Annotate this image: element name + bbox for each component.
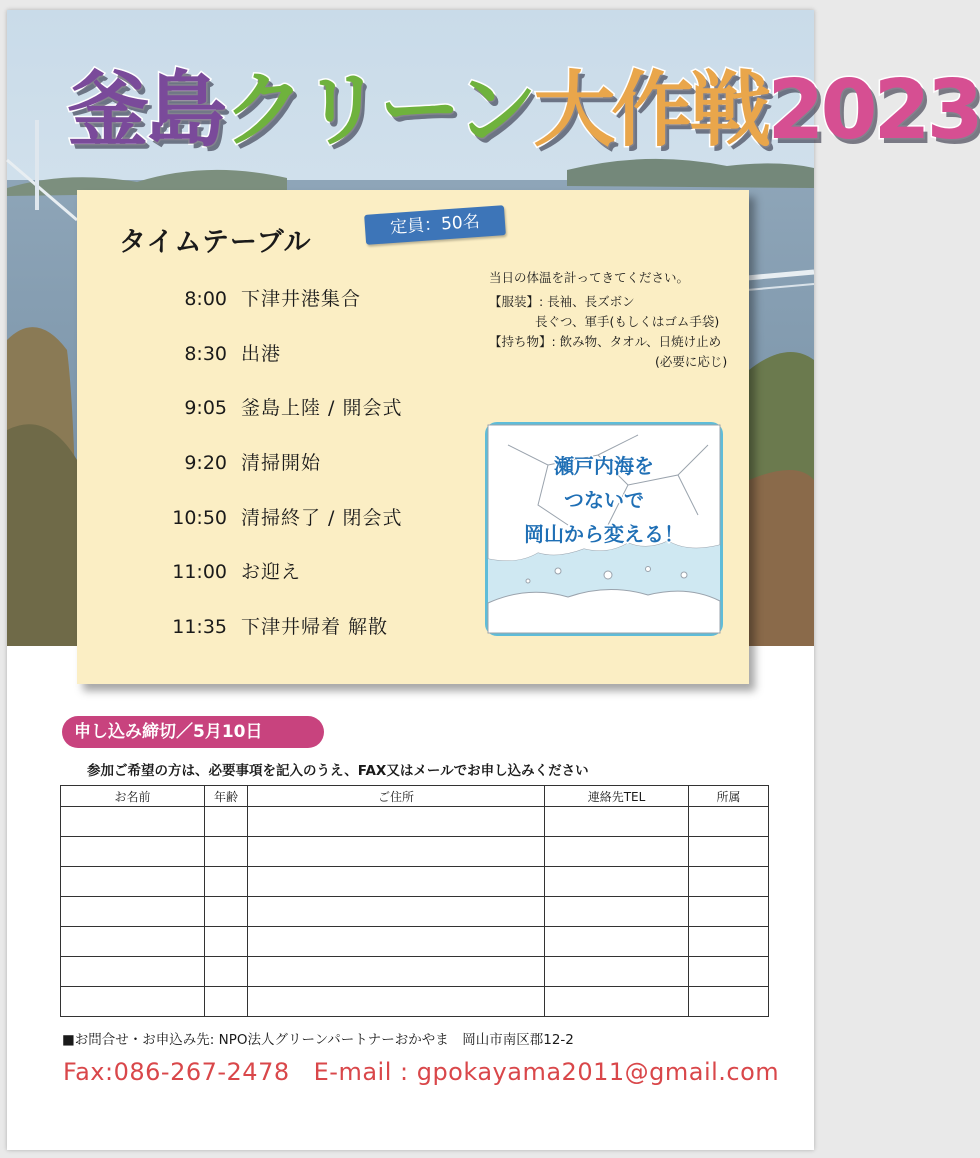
- affiliation-cell[interactable]: [689, 957, 769, 987]
- timetable-heading: タイムテーブル: [119, 227, 312, 258]
- age-cell[interactable]: [205, 987, 248, 1017]
- map-graphic: [485, 422, 723, 636]
- contact-info: ■お問合せ・お申込み先: NPO法人グリーンパートナーおかやま 岡山市南区郡12-2: [62, 1032, 574, 1048]
- note-items: 【持ち物】: 飲み物、タオル、日焼け止め: [489, 334, 722, 349]
- form-header-row: [61, 786, 769, 807]
- affiliation-cell[interactable]: [689, 897, 769, 927]
- timetable-time: 11:35: [172, 616, 227, 638]
- slogan: [488, 449, 720, 551]
- timetable-row: [77, 284, 497, 314]
- title-part-year: 2023: [767, 63, 980, 158]
- address-cell[interactable]: [248, 957, 545, 987]
- timetable-row: [77, 393, 497, 423]
- email-address[interactable]: E-mail : gpokayama2011@gmail.com: [313, 1058, 780, 1086]
- age-cell[interactable]: [205, 957, 248, 987]
- timetable-event: お迎え: [241, 561, 302, 583]
- timetable-time: 10:50: [172, 507, 227, 529]
- phone-cell[interactable]: [545, 837, 689, 867]
- timetable-row: [77, 503, 497, 533]
- name-cell[interactable]: [61, 987, 205, 1017]
- application-form-table: [60, 785, 769, 1017]
- form-row: [61, 927, 769, 957]
- slogan-line: 岡山から変える！: [524, 522, 684, 546]
- timetable-row: [77, 339, 497, 369]
- phone-cell[interactable]: [545, 987, 689, 1017]
- phone-cell[interactable]: [545, 897, 689, 927]
- slogan-line: 瀬戸内海を: [554, 454, 654, 478]
- header-affiliation: 所属: [689, 786, 769, 807]
- name-cell[interactable]: [61, 867, 205, 897]
- timetable-event: 清掃終了 / 閉会式: [241, 507, 403, 529]
- title-part-kamashima: 釜島: [67, 63, 224, 158]
- affiliation-cell[interactable]: [689, 807, 769, 837]
- phone-cell[interactable]: [545, 957, 689, 987]
- form-row: [61, 867, 769, 897]
- address-cell[interactable]: [248, 837, 545, 867]
- phone-cell[interactable]: [545, 927, 689, 957]
- flyer-page: [7, 10, 980, 1150]
- timetable-row: [77, 448, 497, 478]
- form-row: [61, 837, 769, 867]
- contact-fax-email: [63, 1058, 779, 1086]
- age-cell[interactable]: [205, 807, 248, 837]
- name-cell[interactable]: [61, 957, 205, 987]
- timetable-time: 8:00: [184, 288, 227, 310]
- address-cell[interactable]: [248, 807, 545, 837]
- phone-cell[interactable]: [545, 807, 689, 837]
- age-cell[interactable]: [205, 927, 248, 957]
- timetable-row: [77, 557, 497, 587]
- timetable-event: 下津井港集合: [241, 288, 362, 310]
- notes-block: [489, 268, 749, 372]
- note-clothing: 【服装】: 長袖、長ズボン: [489, 294, 635, 309]
- address-cell[interactable]: [248, 987, 545, 1017]
- header-phone: 連絡先TEL: [545, 786, 689, 807]
- timetable-row: [77, 612, 497, 642]
- address-cell[interactable]: [248, 867, 545, 897]
- timetable-panel: [77, 190, 749, 684]
- form-row: [61, 987, 769, 1017]
- address-cell[interactable]: [248, 927, 545, 957]
- note-temperature: 当日の体温を計ってきてください。: [489, 270, 690, 285]
- affiliation-cell[interactable]: [689, 987, 769, 1017]
- deadline-badge: 申し込み締切／5月10日: [62, 716, 324, 748]
- age-cell[interactable]: [205, 837, 248, 867]
- name-cell[interactable]: [61, 837, 205, 867]
- capacity-badge: 定員：50名: [364, 205, 506, 245]
- header-name: お名前: [61, 786, 205, 807]
- form-row: [61, 897, 769, 927]
- affiliation-cell[interactable]: [689, 927, 769, 957]
- form-row: [61, 957, 769, 987]
- note-items-cont: (必要に応じ): [655, 354, 728, 369]
- note-clothing-cont: 長ぐつ、軍手(もしくはゴム手袋): [535, 314, 720, 329]
- name-cell[interactable]: [61, 927, 205, 957]
- timetable-event: 出港: [241, 343, 282, 365]
- timetable-time: 8:30: [184, 343, 227, 365]
- slogan-line: つないで: [564, 488, 644, 512]
- form-row: [61, 807, 769, 837]
- header-age: 年齢: [205, 786, 248, 807]
- timetable-time: 11:00: [172, 561, 227, 583]
- header-address: ご住所: [248, 786, 545, 807]
- timetable-event: 下津井帰着 解散: [241, 616, 389, 638]
- title-part-clean: クリーン: [223, 63, 534, 158]
- address-cell[interactable]: [248, 897, 545, 927]
- age-cell[interactable]: [205, 867, 248, 897]
- name-cell[interactable]: [61, 897, 205, 927]
- affiliation-cell[interactable]: [689, 837, 769, 867]
- phone-cell[interactable]: [545, 867, 689, 897]
- name-cell[interactable]: [61, 807, 205, 837]
- fax-number: Fax:086-267-2478: [63, 1058, 290, 1086]
- timetable-time: 9:05: [184, 397, 227, 419]
- timetable-event: 清掃開始: [241, 452, 322, 474]
- timetable-time: 9:20: [184, 452, 227, 474]
- event-title: [67, 46, 980, 176]
- affiliation-cell[interactable]: [689, 867, 769, 897]
- application-instruction: 参加ご希望の方は、必要事項を記入のうえ、FAX又はメールでお申し込みください: [87, 763, 589, 779]
- title-part-daisakusen: 大作戦: [533, 63, 768, 158]
- timetable-event: 釜島上陸 / 開会式: [241, 397, 403, 419]
- age-cell[interactable]: [205, 897, 248, 927]
